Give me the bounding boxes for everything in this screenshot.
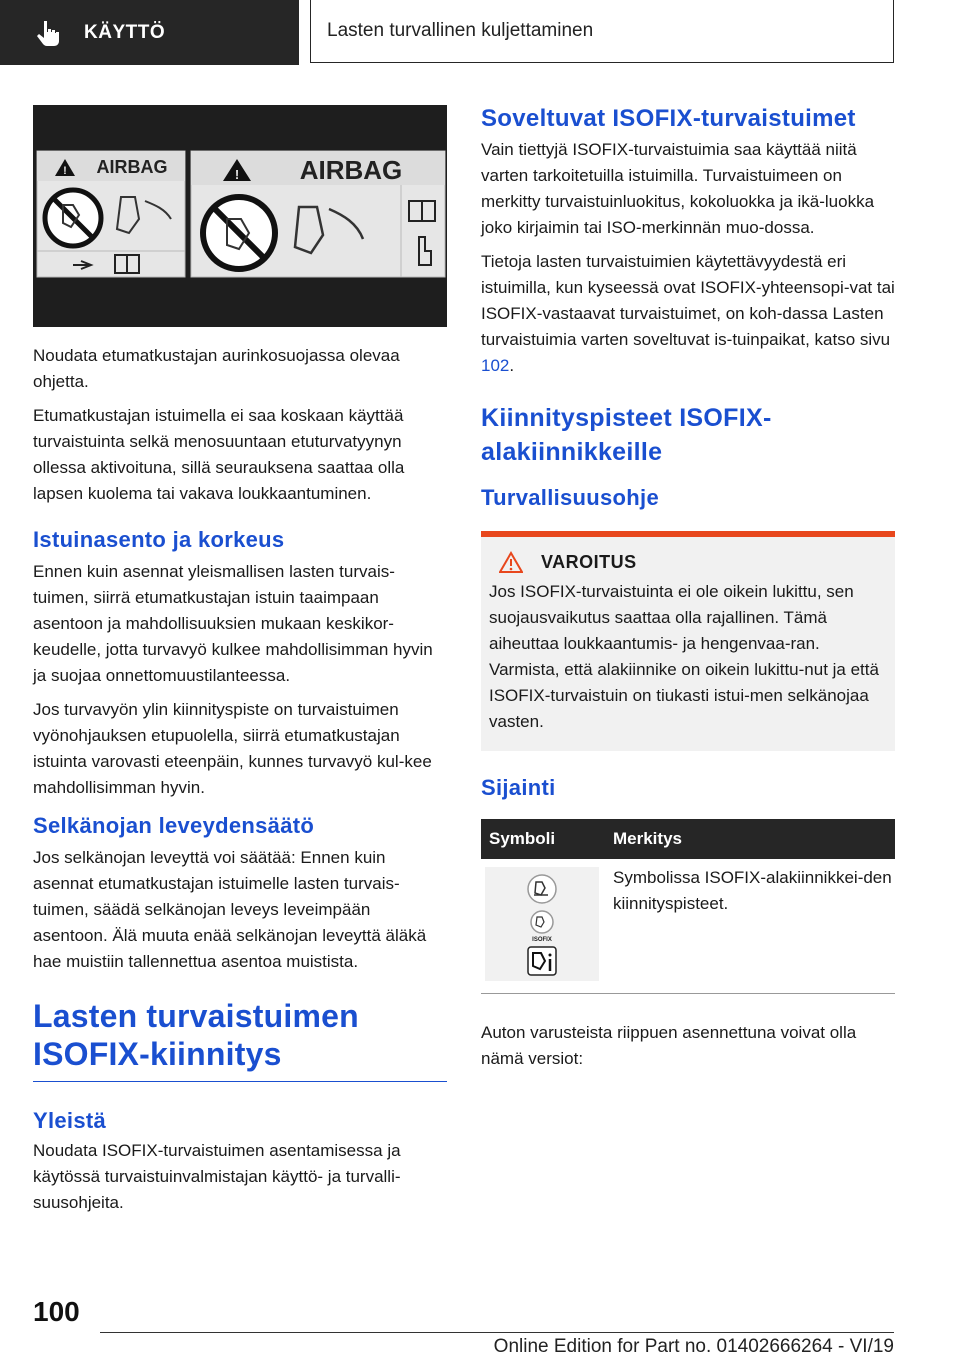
heading-kiinnityspisteet-2: alakiinnikkeille [481,438,663,466]
heading-sijainti: Sijainti [481,775,556,800]
heading-soveltuvat: Soveltuvat ISOFIX-turvaistuimet [481,105,856,132]
warning-text: Jos ISOFIX-turvaistuinta ei ole oikein lukittu, sen suojausvaikutus saattaa olla rajallinen. Tämä aiheuttaa loukkaantumis- ja hengenvaa‐ran. Varmista, että alakiinnike on oikein lukittu‐nut ja että ISOFIX-turvaistuin on tiukasti istui‐men selkänojaa vasten. [489,582,879,731]
heading-main-line-1: Lasten turvaistuimen [33,998,359,1034]
table-header-meaning: Merkitys [605,819,895,859]
paragraph: Jos turvavyön ylin kiinnityspiste on turvaistuimen vyönohjauksen etupuolella, siirrä etumatkustajan istuinta varovasti eteenpäin, kunnes turvavyö kul‐kee mahdollisimman hyvin. [33,700,432,797]
paragraph: Vain tiettyjä ISOFIX-turvaistuimia saa käyttää niitä varten tarkoitetuilla istuimilla. Turvaistuimeen on merkitty turvaistuinluokitus, kokoluokka ja ikä‐luokka joko kirjaimin tai ISO-merkinnän muo‐dossa. [481,140,875,237]
page-number: 100 [33,1296,80,1327]
isofix-seat-icon [528,947,556,975]
isofix-symbols [485,867,599,981]
warning-box [481,531,895,751]
heading-rule [33,1081,447,1082]
chapter-title: Lasten turvallinen kuljettaminen [310,0,894,63]
paragraph-text: Tietoja lasten turvaistuimien käytettävyydestä eri istuimilla, kun kyseessä ovat ISOFIX-yhteensopi‐vat tai ISOFIX-vastaavat turvaistuimet, on koh‐dassa Lasten turvaistuimia varten soveltuvat is‐tuinpaikat, katso sivu [481,252,895,349]
paragraph: Auton varusteista riippuen asennettuna voivat olla nämä versiot: [481,1023,857,1068]
paragraph: Jos selkänojan leveyttä voi säätää: Ennen kuin asennat etumatkustajan istuimelle lasten turvais‐tuimen, säädä selkänojan leveys leveimpään asentoon. Älä muuta enää selkänojan leveyttä äläkä hae muistiin tallennettua asentoa muistista. [33,848,427,971]
table-header-row [481,819,895,859]
svg-text:ISOFIX: ISOFIX [532,937,552,943]
page-link[interactable]: 102 [481,356,510,375]
paragraph: Etumatkustajan istuimella ei saa koskaan käyttää turvaistuinta selkä menosuuntaan etuturvatyynyn ollessa aktivoituna, sillä seurauksena saattaa olla lapsen kuolema tai vakava loukkaantuminen. [33,406,405,503]
heading-turvallisuusohje: Turvallisuusohje [481,485,659,510]
paragraph [481,249,895,379]
paragraph: Noudata etumatkustajan aurinkosuojassa olevaa ohjetta. [33,346,400,391]
airbag-label-graphic [33,105,447,327]
section-tab [0,0,299,65]
svg-text:!: ! [234,167,240,182]
table-cell-symbol [481,859,605,991]
edition-footer: Online Edition for Part no. 01402666264 - VI/19 [493,1336,894,1357]
heading-main-line-2: ISOFIX-kiinnitys [33,1036,282,1072]
table-header-symbol: Symboli [481,819,605,859]
svg-text:AIRBAG: AIRBAG [96,157,168,177]
heading-kiinnityspisteet-1: Kiinnityspisteet ISOFIX- [481,404,772,432]
warning-label: VAROITUS [541,551,637,572]
heading-istuinasento: Istuinasento ja korkeus [33,527,285,552]
paragraph: Ennen kuin asennat yleismallisen lasten turvais‐tuimen, siirrä etumatkustajan istuin taaimpaan asentoon ja mahdollisuuksien mukaan keskikor‐keudelle, jotta turvavyö kulkee mahdollisimman hyvin ja suojaa onnettomuustilanteessa. [33,562,433,685]
warning-triangle-icon [499,551,523,573]
table-cell-meaning: Symbolissa ISOFIX-alakiinnikkei‐den kiinnityspisteet. [613,868,892,913]
footer-rule [100,1332,894,1333]
left-column [33,105,447,1224]
heading-yleista: Yleistä [33,1108,107,1133]
warning-header [489,551,887,573]
symbol-table [481,819,895,991]
right-column [481,105,895,1080]
svg-text:!: ! [63,165,67,177]
isofix-labeled-icon [531,911,553,943]
svg-text:AIRBAG: AIRBAG [299,155,403,185]
hand-pointer-icon [34,18,64,48]
heading-selkanoja: Selkänojan leveydensäätö [33,813,315,838]
airbag-warning-label-image [33,105,447,327]
isofix-circle-icon [528,875,556,903]
paragraph: Noudata ISOFIX-turvaistuimen asentamisessa ja käytössä turvaistuinvalmistajan käyttö- ja turvalli‐suusohjeita. [33,1141,401,1212]
table-row [481,859,895,991]
section-label: KÄYTTÖ [84,21,166,43]
paragraph-text: . [509,356,515,375]
